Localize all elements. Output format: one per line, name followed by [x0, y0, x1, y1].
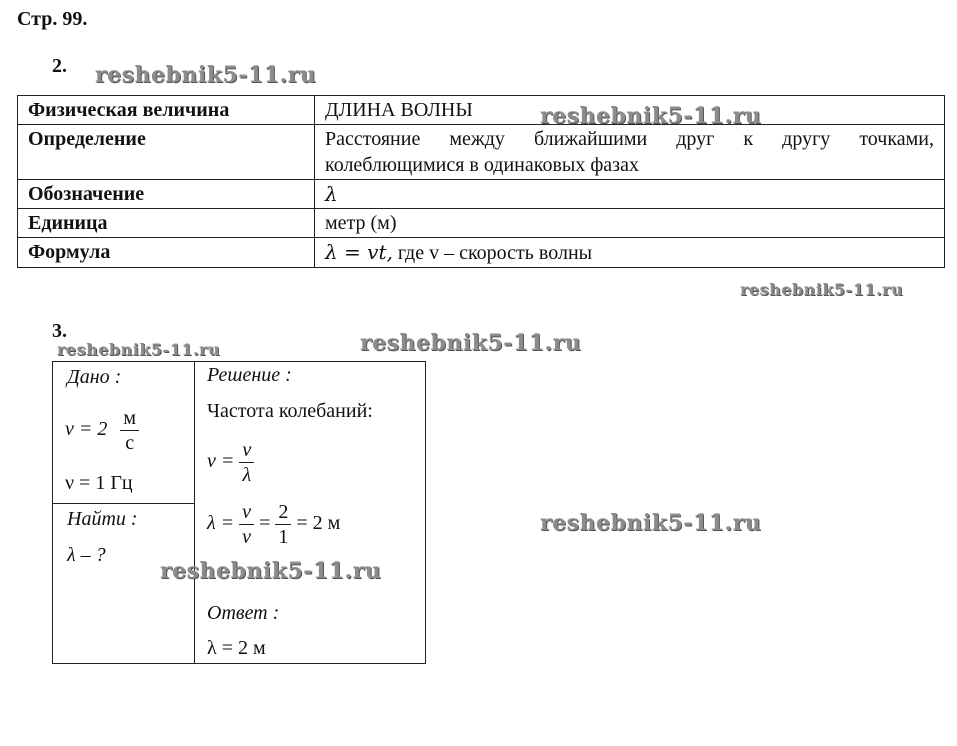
solution-box [52, 361, 426, 664]
page-label: Стр. 99. [17, 8, 88, 30]
find-title: Найти : [67, 508, 138, 530]
properties-table [17, 95, 945, 268]
eq2-numerator1: v [239, 500, 254, 525]
eq2-right: = 2 м [296, 512, 341, 535]
row-value: λ [315, 180, 945, 209]
given-frequency: ν = 1 Гц [65, 472, 133, 494]
divider-vertical [194, 362, 195, 663]
solution-line1: Частота колебаний: [207, 400, 373, 422]
task2-number: 2. [52, 55, 67, 77]
unit-denominator: с [125, 432, 135, 454]
watermark: reshebnik5-11.ru [740, 280, 904, 299]
solution-title: Решение : [207, 364, 292, 386]
given-title: Дано : [67, 366, 122, 388]
answer-value: λ = 2 м [207, 637, 266, 659]
table-row [18, 180, 945, 209]
eq1-left: ν = [207, 450, 235, 473]
table-row [18, 125, 945, 180]
task3-number: 3. [52, 320, 67, 342]
row-value: Расстояние между ближайшими друг к другу точками, колеблющимися в одинаковых фазах [315, 125, 945, 180]
row-value-formula [315, 238, 945, 268]
equation-wavelength [207, 500, 340, 549]
row-value: ДЛИНА ВОЛНЫ [315, 96, 945, 125]
watermark: reshebnik5-11.ru [360, 330, 582, 356]
eq1-denominator: λ [242, 464, 252, 486]
watermark: reshebnik5-11.ru [160, 558, 382, 584]
formula: λ = vt, [325, 240, 393, 264]
table-row [18, 96, 945, 125]
watermark: reshebnik5-11.ru [540, 510, 762, 536]
table-row [18, 209, 945, 238]
eq2-numerator2: 2 [275, 500, 291, 525]
equation-frequency [207, 438, 254, 487]
unit-numerator: м [120, 406, 139, 431]
eq1-fraction [239, 438, 254, 487]
row-key: Определение [18, 125, 315, 180]
eq2-fraction2 [275, 500, 291, 549]
formula-explanation: где v – скорость волны [392, 242, 593, 264]
eq2-fraction1 [239, 500, 254, 549]
row-value: метр (м) [315, 209, 945, 238]
given-speed-left: v = 2 [65, 418, 108, 441]
row-key: Физическая величина [18, 96, 315, 125]
row-key: Формула [18, 238, 315, 268]
given-speed-unit [120, 406, 139, 455]
divider-horizontal [53, 503, 194, 504]
given-speed [65, 406, 139, 455]
watermark: reshebnik5-11.ru [95, 62, 317, 88]
table-row [18, 238, 945, 268]
watermark: reshebnik5-11.ru [57, 340, 221, 359]
eq2-denominator1: ν [242, 526, 252, 548]
eq2-left: λ = [207, 512, 235, 535]
eq1-numerator: v [239, 438, 254, 463]
watermark: reshebnik5-11.ru [540, 103, 762, 129]
eq2-mid: = [259, 512, 271, 535]
answer-title: Ответ : [207, 602, 280, 624]
find-query: λ – ? [67, 544, 106, 566]
row-key: Единица [18, 209, 315, 238]
row-key: Обозначение [18, 180, 315, 209]
eq2-denominator2: 1 [278, 526, 289, 548]
